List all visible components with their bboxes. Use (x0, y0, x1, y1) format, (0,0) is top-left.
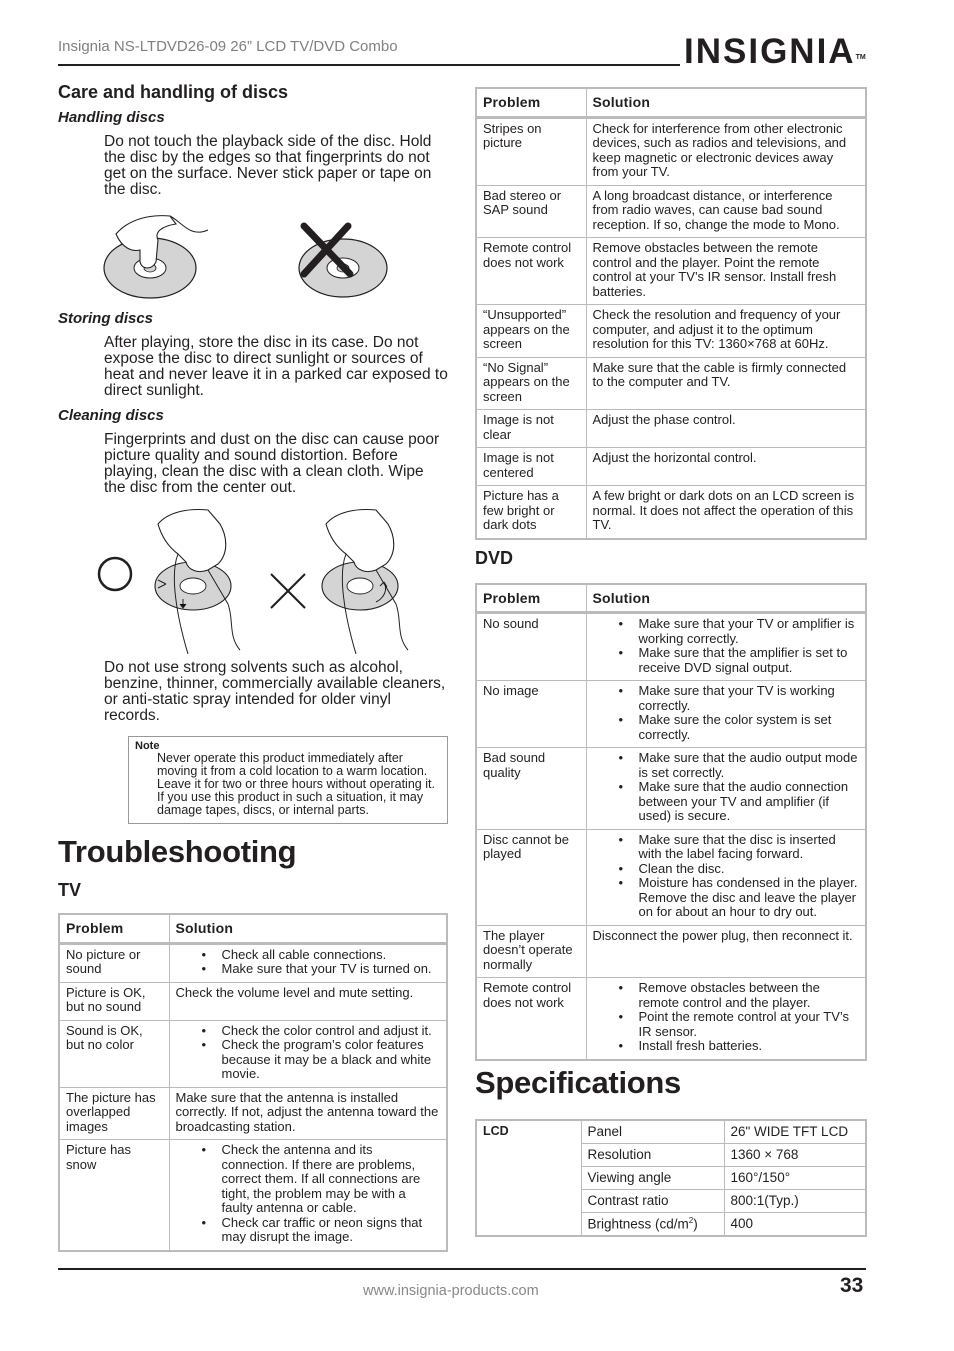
solution-bullet: • Make sure that the disc is inserted with the label facing forward. (619, 833, 860, 862)
table-row (476, 185, 866, 238)
problem-cell: Stripes on picture (476, 117, 586, 185)
solution-bullet: • Check all cable connections. (202, 948, 441, 963)
table-row (476, 613, 866, 681)
table-row (476, 925, 866, 978)
problem-cell: Picture is OK, but no sound (59, 982, 169, 1020)
problem-cell: The picture has overlapped images (59, 1087, 169, 1140)
solution-cell: A few bright or dark dots on an LCD screen is normal. It does not affect the operation of this TV. (586, 486, 866, 539)
spec-label: Panel (581, 1120, 724, 1144)
solution-bullet: • Make sure that your TV is turned on. (202, 962, 441, 977)
solution-bullet: • Make sure that your TV or amplifier is working correctly. (619, 617, 860, 646)
spec-value: 400 (724, 1212, 866, 1236)
solution-cell: Adjust the horizontal control. (586, 448, 866, 486)
solution-cell: Disconnect the power plug, then reconnect it. (586, 925, 866, 978)
table-row (476, 238, 866, 305)
spec-value: 800:1(Typ.) (724, 1189, 866, 1212)
table-row (476, 486, 866, 539)
solution-cell: Check the volume level and mute setting. (169, 982, 447, 1020)
spec-label: Contrast ratio (581, 1189, 724, 1212)
specifications-heading: Specifications (475, 1064, 681, 1100)
page-number: 33 (840, 1274, 864, 1297)
solution-bullet: • Make sure that the amplifier is set to receive DVD signal output. (619, 646, 860, 675)
table-row (59, 1140, 447, 1251)
solution-cell: A long broadcast distance, or interference from radio waves, can cause bad sound reception. If so, change the mode to Mono. (586, 185, 866, 238)
spec-value: 26" WIDE TFT LCD (724, 1120, 866, 1144)
solution-bullet: • Remove obstacles between the remote control and the player. (619, 981, 860, 1010)
table-row (59, 982, 447, 1020)
table-row (59, 1087, 447, 1140)
cleaning-heading: Cleaning discs (58, 407, 164, 424)
table-row (476, 829, 866, 925)
storing-heading: Storing discs (58, 310, 154, 327)
solution-cell (586, 681, 866, 748)
problem-cell: Picture has snow (59, 1140, 169, 1251)
problem-cell: Bad sound quality (476, 748, 586, 830)
problem-cell: Image is not centered (476, 448, 586, 486)
problem-header: Problem (59, 914, 169, 943)
right-column (475, 87, 867, 1237)
solution-bullet: • Clean the disc. (619, 862, 860, 877)
left-column (58, 82, 448, 1252)
problem-cell: Remote control does not work (476, 978, 586, 1060)
insignia-logo: INSIGNIA™ (684, 32, 866, 71)
solution-cell (169, 1020, 447, 1087)
spec-label: Viewing angle (581, 1166, 724, 1189)
problem-cell: “Unsupported” appears on the screen (476, 305, 586, 358)
tv-troubleshooting-table (58, 913, 448, 1252)
cleaning-text: Fingerprints and dust on the disc can cause poor picture quality and sound distortion. Before playing, clean the disc with a clean cloth. Wipe the disc from the center out. (104, 431, 440, 496)
problem-cell: No picture or sound (59, 943, 169, 982)
solution-cell: Check the resolution and frequency of your computer, and adjust it to the optimum resolution for this TV: 1360×768 at 60Hz. (586, 305, 866, 358)
handling-text: Do not touch the playback side of the disc. Hold the disc by the edges so that fingerprints do not get on the surface. Never stick paper or tape on the disc. (104, 133, 432, 198)
solution-header: Solution (586, 88, 866, 117)
footer-url: www.insignia-products.com (363, 1283, 539, 1299)
dvd-troubleshooting-table (475, 583, 867, 1061)
solution-bullet: • Point the remote control at your TV’s IR sensor. (619, 1010, 860, 1039)
solution-cell (169, 943, 447, 982)
problem-cell: Sound is OK, but no color (59, 1020, 169, 1087)
problem-cell: Image is not clear (476, 410, 586, 448)
solution-header: Solution (586, 584, 866, 613)
spec-row (476, 1120, 866, 1144)
disc-handling-icon (58, 212, 448, 304)
solution-bullet: • Make sure that your TV is working correctly. (619, 684, 860, 713)
spec-value: 1360 × 768 (724, 1143, 866, 1166)
table-row (476, 410, 866, 448)
solution-bullet: • Install fresh batteries. (619, 1039, 860, 1054)
cleaning-illustration (58, 504, 448, 654)
solution-cell: Check for interference from other electronic devices, such as radios and televisions, and keep magnetic or electronic devices away from your TV. (586, 117, 866, 185)
dvd-heading: DVD (475, 547, 514, 568)
storing-text: After playing, store the disc in its case. Do not expose the disc to direct sunlight or sources of heat and never leave it in a parked car exposed to direct sunlight. (104, 334, 448, 399)
handling-heading: Handling discs (58, 109, 165, 126)
problem-header: Problem (476, 584, 586, 613)
solution-cell (586, 748, 866, 830)
note-text: Never operate this product immediately after moving it from a cold location to a warm location. Leave it for two or three hours without operating it. If you use this product in such a situation, it may damage tapes, discs, or internal parts. (157, 751, 435, 817)
footer-rule (58, 1268, 866, 1270)
problem-cell: “No Signal” appears on the screen (476, 357, 586, 410)
solution-cell (586, 829, 866, 925)
spec-label: Brightness $(cd/m^2)$ (581, 1212, 724, 1236)
spec-value: 160°/150° (724, 1166, 866, 1189)
table-row (476, 117, 866, 185)
solution-bullet: • Check the program’s color features because it may be a black and white movie. (202, 1038, 441, 1082)
solution-bullet: • Check the color control and adjust it. (202, 1024, 441, 1039)
solution-cell: Make sure that the antenna is installed correctly. If not, adjust the antenna toward the broadcasting station. (169, 1087, 447, 1140)
header-rule (58, 64, 680, 66)
solution-cell: Make sure that the cable is firmly connected to the computer and TV. (586, 357, 866, 410)
solution-bullet: • Make sure the color system is set correctly. (619, 713, 860, 742)
problem-header: Problem (476, 88, 586, 117)
problem-cell: Picture has a few bright or dark dots (476, 486, 586, 539)
problem-cell: Remote control does not work (476, 238, 586, 305)
table-row (476, 448, 866, 486)
disc-cleaning-icon (58, 504, 448, 654)
running-header: Insignia NS-LTDVD26-09 26” LCD TV/DVD Combo (58, 38, 398, 55)
table-row (476, 978, 866, 1060)
problem-cell: No sound (476, 613, 586, 681)
handling-illustration (58, 212, 448, 304)
spec-label: Resolution (581, 1143, 724, 1166)
problem-cell: Disc cannot be played (476, 829, 586, 925)
table-row (476, 357, 866, 410)
troubleshooting-heading: Troubleshooting (58, 834, 297, 869)
solution-cell (586, 613, 866, 681)
solution-bullet: • Check car traffic or neon signs that may disrupt the image. (202, 1216, 441, 1245)
note-box (128, 736, 448, 824)
solvents-text: Do not use strong solvents such as alcohol, benzine, thinner, commercially available cleaners, or anti-static spray intended for older vinyl records. (104, 659, 446, 724)
table-row (476, 305, 866, 358)
problem-cell: No image (476, 681, 586, 748)
table-row (476, 681, 866, 748)
table-row (59, 1020, 447, 1087)
solution-cell (586, 978, 866, 1060)
specifications-table (475, 1119, 867, 1238)
solution-header: Solution (169, 914, 447, 943)
care-heading: Care and handling of discs (58, 82, 289, 102)
solution-bullet: • Check the antenna and its connection. If there are problems, correct them. If all connections are tight, the problem may be with a faulty antenna or cable. (202, 1143, 441, 1216)
table-row (476, 748, 866, 830)
solution-bullet: • Make sure that the audio connection between your TV and amplifier (if used) is secure. (619, 780, 860, 824)
tv-troubleshooting-table-continued (475, 87, 867, 540)
table-row (59, 943, 447, 982)
solution-cell (169, 1140, 447, 1251)
tv-heading: TV (58, 880, 82, 900)
solution-bullet: • Moisture has condensed in the player. Remove the disc and leave the player on for about an hour to dry out. (619, 876, 860, 920)
note-label: Note (135, 740, 160, 752)
problem-cell: The player doesn’t operate normally (476, 925, 586, 978)
problem-cell: Bad stereo or SAP sound (476, 185, 586, 238)
spec-group-label: LCD (476, 1120, 581, 1237)
solution-cell: Remove obstacles between the remote control and the player. Point the remote control at your TV’s IR sensor. Install fresh batteries. (586, 238, 866, 305)
solution-cell: Adjust the phase control. (586, 410, 866, 448)
solution-bullet: • Make sure that the audio output mode is set correctly. (619, 751, 860, 780)
